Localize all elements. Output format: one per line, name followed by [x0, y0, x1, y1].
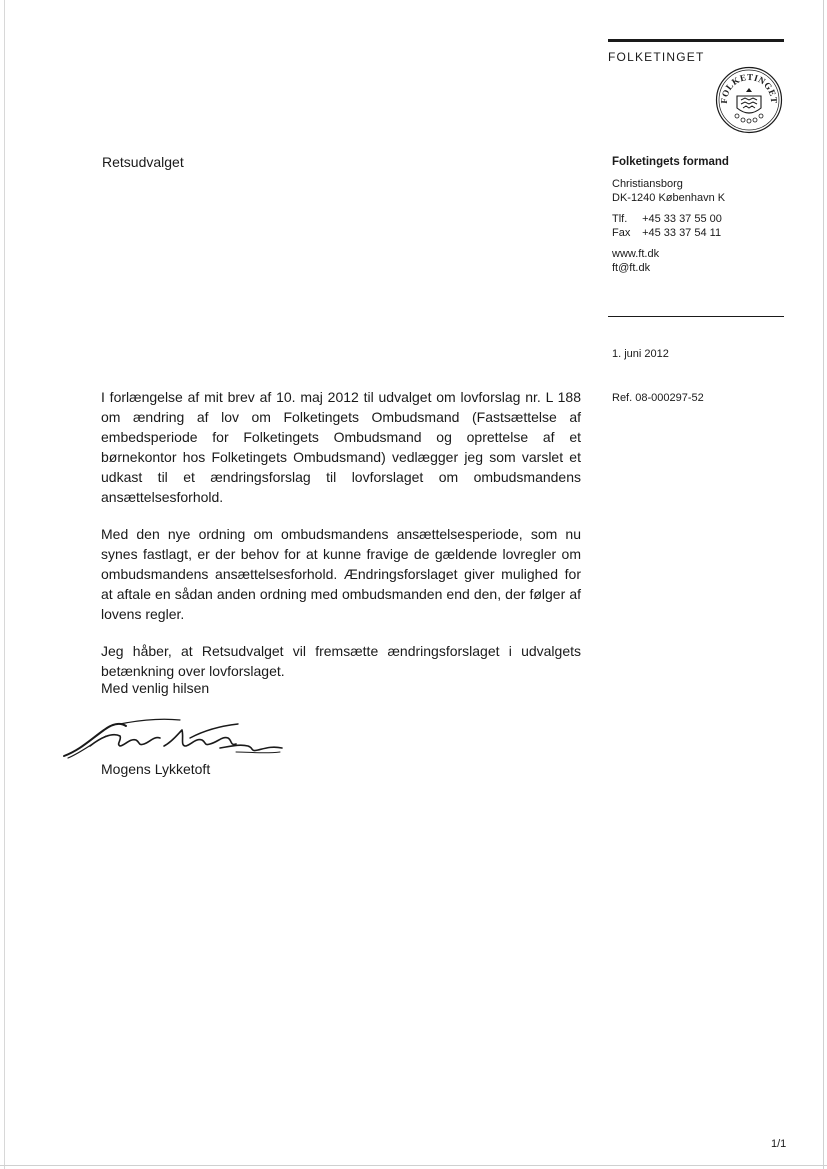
sender-block — [612, 155, 729, 275]
letter-date: 1. juni 2012 — [612, 348, 669, 360]
fax-label: Fax — [612, 227, 631, 239]
sender-address-line2: DK-1240 København K — [612, 192, 726, 204]
sender-email: ft@ft.dk — [612, 262, 651, 274]
fax-number: +45 33 37 54 11 — [642, 227, 722, 239]
seal-text: FOLKETINGET — [718, 71, 780, 104]
sender-website: www.ft.dk — [612, 248, 660, 260]
sender-fax-row — [612, 226, 729, 240]
svg-text:FOLKETINGET — [719, 72, 779, 104]
phone-label: Tlf. — [612, 213, 628, 225]
sender-address-line1: Christiansborg — [612, 178, 683, 190]
header-rule — [608, 39, 784, 42]
org-name: FOLKETINGET — [608, 50, 705, 64]
page-number: 1/1 — [771, 1138, 787, 1150]
page-edge-bottom — [0, 1165, 827, 1166]
sidebar-rule — [608, 316, 784, 317]
letter-body — [101, 387, 581, 698]
phone-number: +45 33 37 55 00 — [642, 213, 722, 225]
recipient: Retsudvalget — [102, 154, 184, 170]
body-paragraph-1: I forlængelse af mit brev af 10. maj 2012 til udvalget om lovforslag nr. L 188 om ændring af lov om Folketingets Ombudsmand (Fastsættelse af embedsperiode for Folketingets Ombudsmand og oprettelse af et børnekontor hos Folketingets Ombudsmand) vedlægger jeg som varslet et udkast til et ændringsforslag til lovforslaget om ombudsmandens ansættelsesforhold. — [101, 389, 581, 505]
page-edge-left — [4, 0, 5, 1169]
closing-salutation: Med venlig hilsen — [101, 680, 210, 696]
signer-name: Mogens Lykketoft — [101, 761, 211, 777]
sender-phone-row — [612, 212, 729, 226]
body-paragraph-3: Jeg håber, at Retsudvalget vil fremsætte ændringsforslaget i udvalgets betænkning over lovforslaget. — [101, 643, 581, 679]
page-edge-right — [823, 0, 824, 1169]
folketinget-seal-icon — [715, 66, 783, 134]
sender-office: Folketingets formand — [612, 156, 729, 168]
body-paragraph-2: Med den nye ordning om ombudsmandens ansættelsesperiode, som nu synes fastlagt, er der behov for at kunne fravige de gældende lovregler om ombudsmandens ansættelsesforhold. Ændringsforslaget giver mulighed for at aftale en sådan anden ordning med ombudsmanden end den, der følger af lovens regler. — [101, 526, 581, 622]
reference-number: Ref. 08-000297-52 — [612, 392, 704, 404]
